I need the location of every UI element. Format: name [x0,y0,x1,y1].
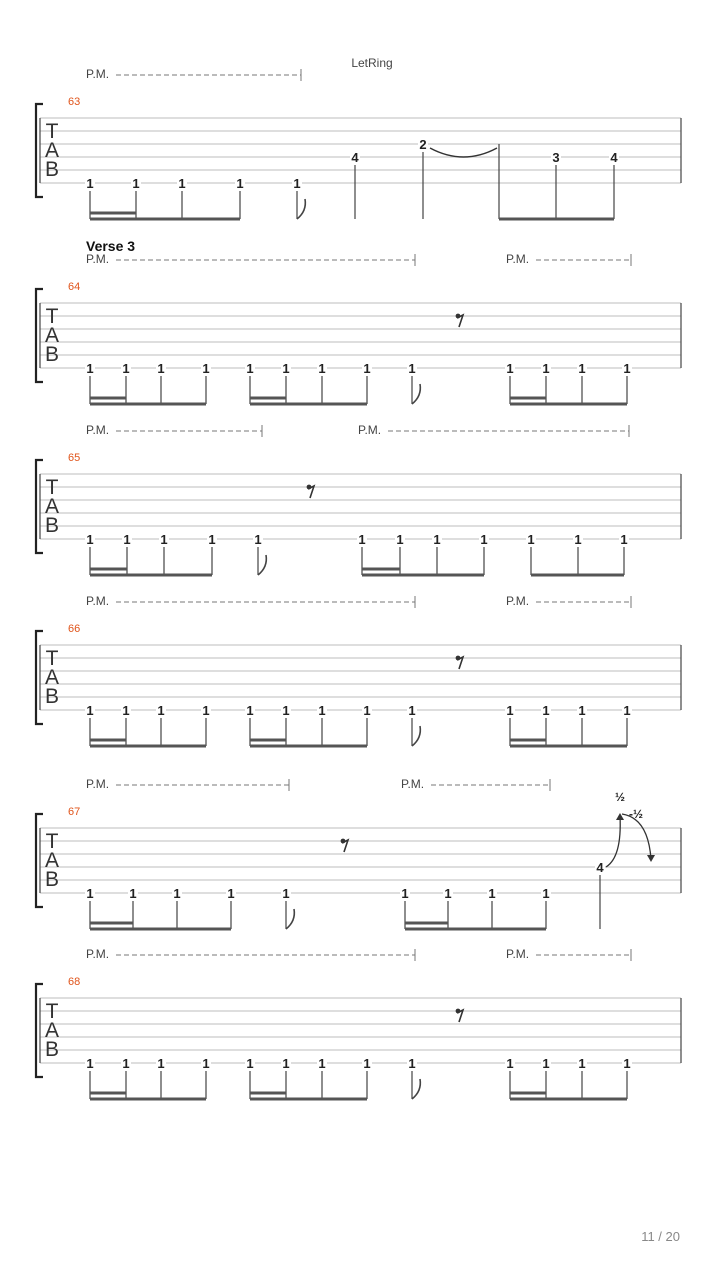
tab-letter-t: T [45,647,59,670]
palm-mute-label: P.M. [86,947,110,961]
tab-letter-a: A [44,849,60,872]
eighth-rest-tail [308,486,314,498]
fret-number: 1 [122,361,130,376]
tab-letter-a: A [44,1019,60,1042]
fret-number: 1 [208,532,216,547]
fret-number: 1 [578,703,586,718]
fret-number: 1 [178,176,186,191]
fret-number: 1 [396,532,404,547]
tab-letter-b: B [44,343,60,366]
fret-number: 1 [122,1056,130,1071]
tab-letter-t: T [45,305,59,328]
fret-number: 1 [86,532,94,547]
fret-number: 1 [157,1056,165,1071]
fret-number: 1 [236,176,244,191]
palm-mute-label: P.M. [86,67,110,81]
fret-number: 1 [408,361,416,376]
tab-letter-a: A [44,324,60,347]
palm-mute-label: P.M. [86,423,110,437]
fret-number: 1 [282,361,290,376]
measure-number: 65 [68,452,81,464]
fret-number: 1 [202,703,210,718]
fret-number: 1 [129,886,137,901]
tab-letter-b: B [44,685,60,708]
palm-mute-label: P.M. [506,947,530,961]
fret-number: 1 [542,1056,550,1071]
fret-number: 1 [160,532,168,547]
fret-number: 1 [480,532,488,547]
note-flag [412,1079,420,1099]
fret-number: 1 [408,703,416,718]
system-64 [36,238,681,404]
note-flag [412,384,420,404]
fret-number: 1 [506,1056,514,1071]
fret-number: 1 [254,532,262,547]
fret-number: 1 [574,532,582,547]
fret-number: 1 [401,886,409,901]
fret-number: 1 [122,703,130,718]
fret-number: 4 [610,150,618,165]
tab-letter-t: T [45,476,59,499]
fret-number: 1 [408,1056,416,1071]
fret-number: 1 [202,1056,210,1071]
eighth-rest-tail [457,657,463,669]
fret-number: 1 [433,532,441,547]
fret-number: 1 [542,361,550,376]
palm-mute-label: P.M. [506,594,530,608]
fret-number: 1 [246,1056,254,1071]
fret-number: 1 [318,361,326,376]
fret-number: 1 [246,361,254,376]
fret-number: 1 [363,703,371,718]
fret-number: 1 [542,886,550,901]
fret-number: 1 [157,703,165,718]
let-ring-label: LetRing [351,56,393,70]
measure-number: 68 [68,976,81,988]
tab-letter-a: A [44,139,60,162]
fret-number: 1 [542,703,550,718]
measure-number: 66 [68,623,81,635]
eighth-rest-tail [457,315,463,327]
fret-number: 1 [363,361,371,376]
eighth-rest-tail [457,1010,463,1022]
fret-number: 1 [282,1056,290,1071]
page-number: 11 / 20 [641,1229,680,1244]
tab-letter-a: A [44,666,60,689]
fret-number: 3 [552,150,560,165]
note-flag [412,726,420,746]
tab-letter-a: A [44,495,60,518]
fret-number: 1 [623,703,631,718]
fret-number: 1 [488,886,496,901]
measure-number: 64 [68,281,81,293]
system-67 [36,777,681,929]
fret-number: 1 [358,532,366,547]
palm-mute-label: P.M. [86,594,110,608]
fret-number: 1 [620,532,628,547]
fret-number: 4 [351,150,359,165]
system-68 [36,947,681,1099]
fret-number: 1 [86,886,94,901]
fret-number: 1 [318,1056,326,1071]
fret-number: 1 [227,886,235,901]
fret-number: 1 [293,176,301,191]
fret-number: 1 [527,532,535,547]
tie-arc [430,148,497,157]
system-63 [36,56,681,219]
fret-number: 1 [246,703,254,718]
note-flag [258,555,266,575]
fret-number: 1 [623,361,631,376]
fret-number: 1 [86,176,94,191]
palm-mute-label: P.M. [358,423,382,437]
section-label: Verse 3 [86,238,136,254]
fret-number: 1 [444,886,452,901]
fret-number: 1 [132,176,140,191]
measure-number: 63 [68,96,81,108]
palm-mute-label: P.M. [86,777,110,791]
tab-letter-b: B [44,868,60,891]
bend-release-arrow-icon [647,855,655,862]
fret-number: 1 [578,361,586,376]
palm-mute-label: P.M. [401,777,425,791]
fret-number: 1 [86,1056,94,1071]
note-flag [286,909,294,929]
tab-letter-b: B [44,158,60,181]
bend-release-label: -½ [628,807,644,821]
fret-number: 1 [282,886,290,901]
fret-number: 1 [318,703,326,718]
fret-number: 1 [506,703,514,718]
fret-number: 1 [157,361,165,376]
fret-number: 1 [578,1056,586,1071]
fret-number: 1 [506,361,514,376]
fret-number: 1 [363,1056,371,1071]
fret-number: 1 [86,361,94,376]
fret-number: 2 [419,137,427,152]
fret-number: 1 [173,886,181,901]
tab-letter-t: T [45,120,59,143]
bend-up-label: ½ [614,790,626,804]
measure-number: 67 [68,806,81,818]
fret-number: 1 [282,703,290,718]
fret-number: 1 [623,1056,631,1071]
system-65 [36,423,681,575]
tab-letter-t: T [45,830,59,853]
tab-letter-b: B [44,514,60,537]
tab-letter-t: T [45,1000,59,1023]
system-66 [36,594,681,746]
fret-number: 1 [86,703,94,718]
bend-fret-number: 4 [596,860,604,875]
note-flag [297,199,305,219]
fret-number: 1 [123,532,131,547]
palm-mute-label: P.M. [86,252,110,266]
eighth-rest-tail [342,840,348,852]
tab-letter-b: B [44,1038,60,1061]
fret-number: 1 [202,361,210,376]
palm-mute-label: P.M. [506,252,530,266]
